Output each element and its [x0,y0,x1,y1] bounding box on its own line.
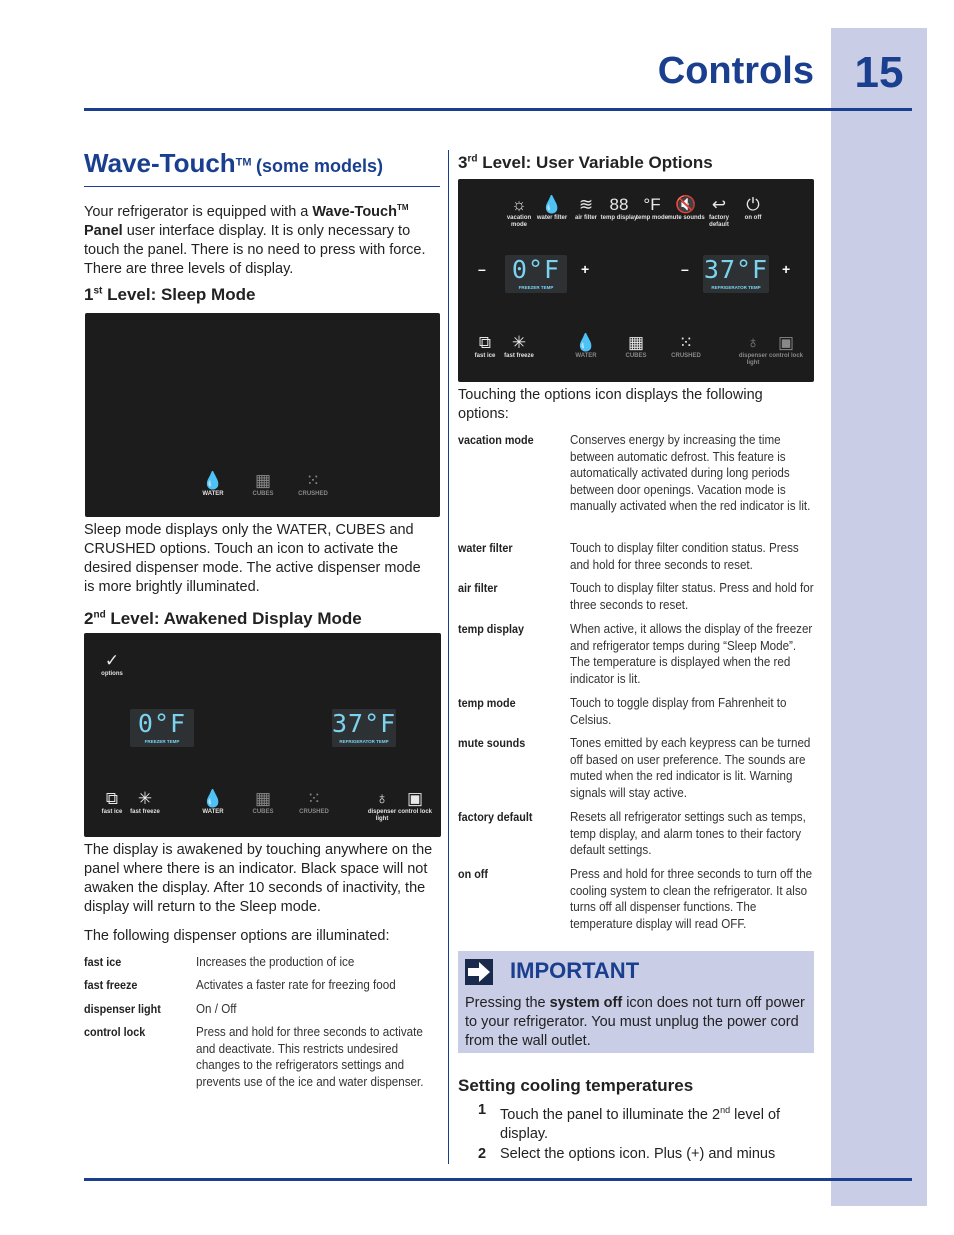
level3-heading: 3rd Level: User Variable Options [458,153,713,172]
fast-ice-icon: ⧉ [105,789,119,808]
mute-speaker-icon: 🔇 [675,195,697,214]
option-desc: Conserves energy by increasing the time between automatic defrost. This feature is automatically activated during long periods between door openings. Vacation mode is manually activated when the red indicator is lit. [570,433,811,513]
freezer-minus-button[interactable]: – [478,261,486,277]
freezer-temp-display: 0°F FREEZER TEMP [505,255,567,293]
option-term: control lock [84,1025,146,1039]
level2-description: The display is awakened by touching anywhere on the panel where there is an indicator. Black space will not awaken the display. After 10 seconds of inactivity, the display will return to the Sleep mode. [84,842,433,915]
on-off-button[interactable]: ⏻ on off [733,195,773,222]
cubes-button[interactable]: ▦ CUBES [243,471,283,498]
cubes-button[interactable]: ▦ CUBES [243,789,283,816]
level1-description: Sleep mode displays only the WATER, CUBES and CRUSHED options. Touch an icon to activate the desired dispenser mode. The active dispenser mode is more brightly illuminated. [84,522,421,595]
level1-heading: 1st Level: Sleep Mode [84,285,256,304]
top-rule [84,108,912,111]
water-filter-button[interactable]: 💧 water filter [532,195,572,222]
freezer-plus-button[interactable]: + [581,261,590,277]
vacation-mode-button[interactable]: ☼ vacation mode [499,195,539,229]
level2-heading: 2nd Level: Awakened Display Mode [84,609,362,628]
water-drop-icon: 💧 [202,471,224,490]
fast-ice-button[interactable]: ⧉ fast ice [465,333,505,360]
fridge-minus-button[interactable]: – [681,261,689,277]
intro-paragraph: Your refrigerator is equipped with a Wave-Touch™ Panel user interface display. It is only necessary to touch the panel. There is no need to press with force. There are three levels of display. [84,203,426,277]
fast-ice-button[interactable]: ⧉ fast ice [92,789,132,816]
crushed-ice-icon: ⁙ [306,789,322,808]
cooling-heading: Setting cooling temperatures [458,1076,694,1095]
option-desc: Touch to display filter condition status. Press and hold for three seconds to reset. [570,541,799,572]
crushed-ice-icon: ⁙ [678,333,694,352]
temp-display-button[interactable]: 88 temp display [600,195,638,221]
option-term: temp display [458,622,525,636]
snowflake-icon: ✳ [137,789,153,808]
option-desc: Activates a faster rate for freezing food [196,978,396,992]
option-desc: On / Off [196,1002,237,1016]
crushed-button[interactable]: ⁙ CRUSHED [666,333,706,360]
temp-mode-button[interactable]: °F temp mode [632,195,672,222]
light-bulb-icon: ♁ [746,333,760,352]
bottom-rule [84,1178,912,1181]
snowflake-icon: ✳ [511,333,527,352]
cubes-icon: ▦ [254,789,272,808]
page-sidebar [831,28,927,1206]
water-button[interactable]: 💧 WATER [193,789,233,816]
air-filter-icon: ≋ [578,195,594,214]
fast-ice-icon: ⧉ [478,333,492,352]
fridge-temp-display: 37°F REFRIGERATOR TEMP [703,255,769,293]
water-drop-icon: 💧 [202,789,224,808]
sun-icon: ☼ [511,195,527,214]
crushed-button[interactable]: ⁙ CRUSHED [294,789,334,816]
light-bulb-icon: ♁ [375,789,389,808]
option-desc: Increases the production of ice [196,955,355,969]
important-text: Pressing the system off icon does not turn off power to your refrigerator. You must unplug the power cord from the wall outlet. [465,995,805,1049]
return-arrow-icon: ↩ [711,195,727,214]
page-title: Controls [657,50,814,92]
arrow-right-icon [465,959,493,985]
power-icon: ⏻ [746,195,760,214]
option-desc: Resets all refrigerator settings such as temps, temp display, and alarm tones to their factory default settings. [570,810,806,857]
crushed-button[interactable]: ⁙ CRUSHED [293,471,333,498]
level2-options-intro: The following dispenser options are illuminated: [84,928,390,944]
section-title: Wave-Touch™ (some models) [84,148,384,178]
control-lock-button[interactable]: ▣ control lock [395,789,435,816]
option-term: water filter [458,541,513,555]
column-divider [448,150,449,1164]
lock-icon: ▣ [777,333,795,352]
option-term: air filter [458,581,498,595]
freezer-temp-display: 0°F FREEZER TEMP [130,709,194,747]
sleep-mode-panel[interactable] [85,313,440,517]
fridge-plus-button[interactable]: + [782,261,791,277]
fridge-temp-display: 37°F REFRIGERATOR TEMP [332,709,396,747]
water-filter-icon: 💧 [541,195,563,214]
user-options-panel[interactable] [458,179,814,382]
water-button[interactable]: 💧 WATER [566,333,606,360]
option-term: fast freeze [84,978,138,992]
temp-display-icon: 88 [609,195,629,214]
option-desc: Touch to display filter status. Press and hold for three seconds to reset. [570,581,814,612]
option-term: mute sounds [458,736,526,750]
option-desc: When active, it allows the display of the freezer and refrigerator temps during “Sleep Mode”. The temperature is displayed when the red indicator is lit. [570,622,813,686]
air-filter-button[interactable]: ≋ air filter [566,195,606,222]
water-drop-icon: 💧 [575,333,597,352]
fast-freeze-button[interactable]: ✳ fast freeze [125,789,165,816]
mute-sounds-button[interactable]: 🔇 mute sounds [667,195,705,221]
water-button[interactable]: 💧 WATER [193,471,233,498]
option-term: temp mode [458,696,516,710]
option-desc: Touch to toggle display from Fahrenheit to Celsius. [570,696,787,727]
cubes-icon: ▦ [627,333,645,352]
crushed-ice-icon: ⁙ [305,471,321,490]
option-desc: Press and hold for three seconds to turn off the cooling system to clean the refrigerator. It also turns off all dispenser functions. The temperature display will read OFF. [570,867,813,931]
important-notice [458,951,814,1053]
option-desc: Tones emitted by each keypress can be turned off based on user preference. The sounds are muted when the red indicator is lit. Warning signals will stay active. [570,736,811,800]
temp-mode-icon: °F [643,195,661,214]
options-button[interactable]: ✓ options [92,651,132,678]
option-term: on off [458,867,488,881]
awakened-mode-panel[interactable] [84,633,441,837]
section-title-rule [84,186,440,187]
options-check-icon: ✓ [104,651,120,670]
important-title: IMPORTANT [510,958,640,983]
dispenser-light-button[interactable]: ♁ dispenser light [362,789,402,823]
control-lock-button[interactable]: ▣ control lock [766,333,806,360]
option-term: factory default [458,810,533,824]
factory-default-button[interactable]: ↩ factory default [699,195,739,229]
lock-icon: ▣ [406,789,424,808]
option-term: dispenser light [84,1002,161,1016]
fast-freeze-button[interactable]: ✳ fast freeze [499,333,539,360]
cubes-button[interactable]: ▦ CUBES [616,333,656,360]
cubes-icon: ▦ [254,471,272,490]
option-term: fast ice [84,955,122,969]
option-term: vacation mode [458,433,534,447]
option-desc: Press and hold for three seconds to activate and deactivate. This restricts undesired changes to the refrigerators settings and prevents use of the ice and water dispenser. [196,1025,424,1089]
level3-intro: Touching the options icon displays the following options: [458,387,763,422]
page-number: 15 [854,48,904,97]
dispenser-light-button[interactable]: ♁ dispenser light [733,333,773,367]
